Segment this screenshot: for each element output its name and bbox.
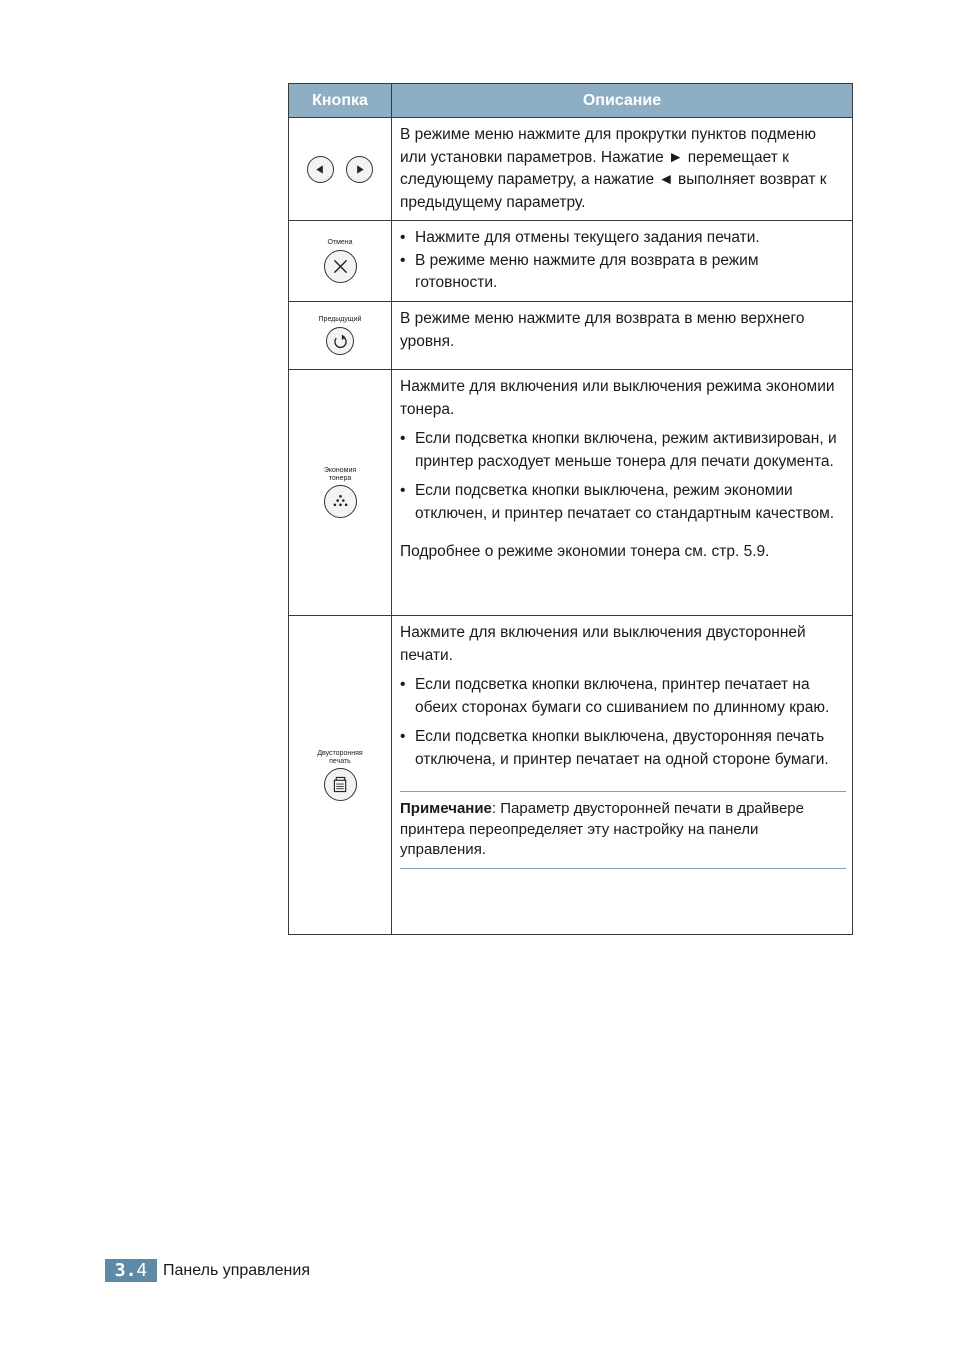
bullet-item: • Если подсветка кнопки включена, режим активизирован, и принтер расходует меньше тонера для печати документа.: [400, 428, 844, 473]
button-description-table: [288, 83, 853, 935]
page-number: 4: [136, 1260, 148, 1281]
cancel-x-icon: [324, 250, 357, 283]
duplex-print-icon: [324, 768, 357, 801]
back-arrow-icon: [326, 327, 354, 355]
bullet-item: • Нажмите для отмены текущего задания печати.: [400, 227, 844, 250]
table-header-row: [289, 84, 853, 118]
bullet-item: • Если подсветка кнопки выключена, двусторонняя печать отключена, и принтер печатает на одной стороне бумаги.: [400, 726, 844, 771]
description-cell: [392, 370, 853, 616]
header-description: Описание: [392, 84, 853, 118]
bullet-item: • Если подсветка кнопки включена, принтер печатает на обеих сторонах бумаги со сшиванием по длинному краю.: [400, 674, 844, 719]
footer-section-title: Панель управления: [163, 1261, 310, 1279]
page-footer: [105, 1259, 310, 1282]
button-caption: Двусторонняя печать: [317, 749, 363, 765]
right-arrow-icon: [346, 156, 373, 183]
table-row: [289, 302, 853, 370]
description-cell: [392, 118, 853, 221]
button-cell: [289, 221, 392, 302]
button-caption: Экономия тонера: [323, 467, 357, 482]
bullet-item: • Если подсветка кнопки выключена, режим экономии отключен, и принтер печатает со стандартным качеством.: [400, 480, 844, 525]
description-outro: Подробнее о режиме экономии тонера см. стр. 5.9.: [400, 543, 770, 560]
chapter-number: 3.: [114, 1260, 137, 1281]
header-button: Кнопка: [289, 84, 392, 118]
page-number-badge: [105, 1259, 157, 1282]
button-caption: Отмена: [327, 239, 353, 246]
description-intro: Нажмите для включения или выключения двусторонней печати.: [400, 624, 806, 664]
bullet-item: • В режиме меню нажмите для возврата в режим готовности.: [400, 250, 844, 295]
description-text: В режиме меню нажмите для возврата в меню верхнего уровня.: [400, 310, 805, 350]
left-arrow-icon: [307, 156, 334, 183]
description-cell: [392, 616, 853, 935]
table-row: [289, 370, 853, 616]
table-row: [289, 221, 853, 302]
note-text: : Параметр двусторонней печати в драйвере принтера переопределяет эту настройку на панели управления.: [400, 800, 804, 858]
description-intro: Нажмите для включения или выключения режима экономии тонера.: [400, 378, 835, 418]
note-label: Примечание: [400, 800, 492, 817]
button-caption: Предыдущий: [318, 316, 362, 323]
button-cell: [289, 616, 392, 935]
description-cell: [392, 302, 853, 370]
toner-save-icon: [324, 485, 357, 518]
description-cell: [392, 221, 853, 302]
button-cell: [289, 302, 392, 370]
button-cell: [289, 370, 392, 616]
table-row: [289, 616, 853, 935]
note-box: [400, 791, 846, 869]
table-row: [289, 118, 853, 221]
button-cell: [289, 118, 392, 221]
description-text: В режиме меню нажмите для прокрутки пунктов подменю или установки параметров. Нажатие ► перемещает к следующему параметру, а нажатие ◄ выполняет возврат к предыдущему параметру.: [400, 126, 827, 211]
